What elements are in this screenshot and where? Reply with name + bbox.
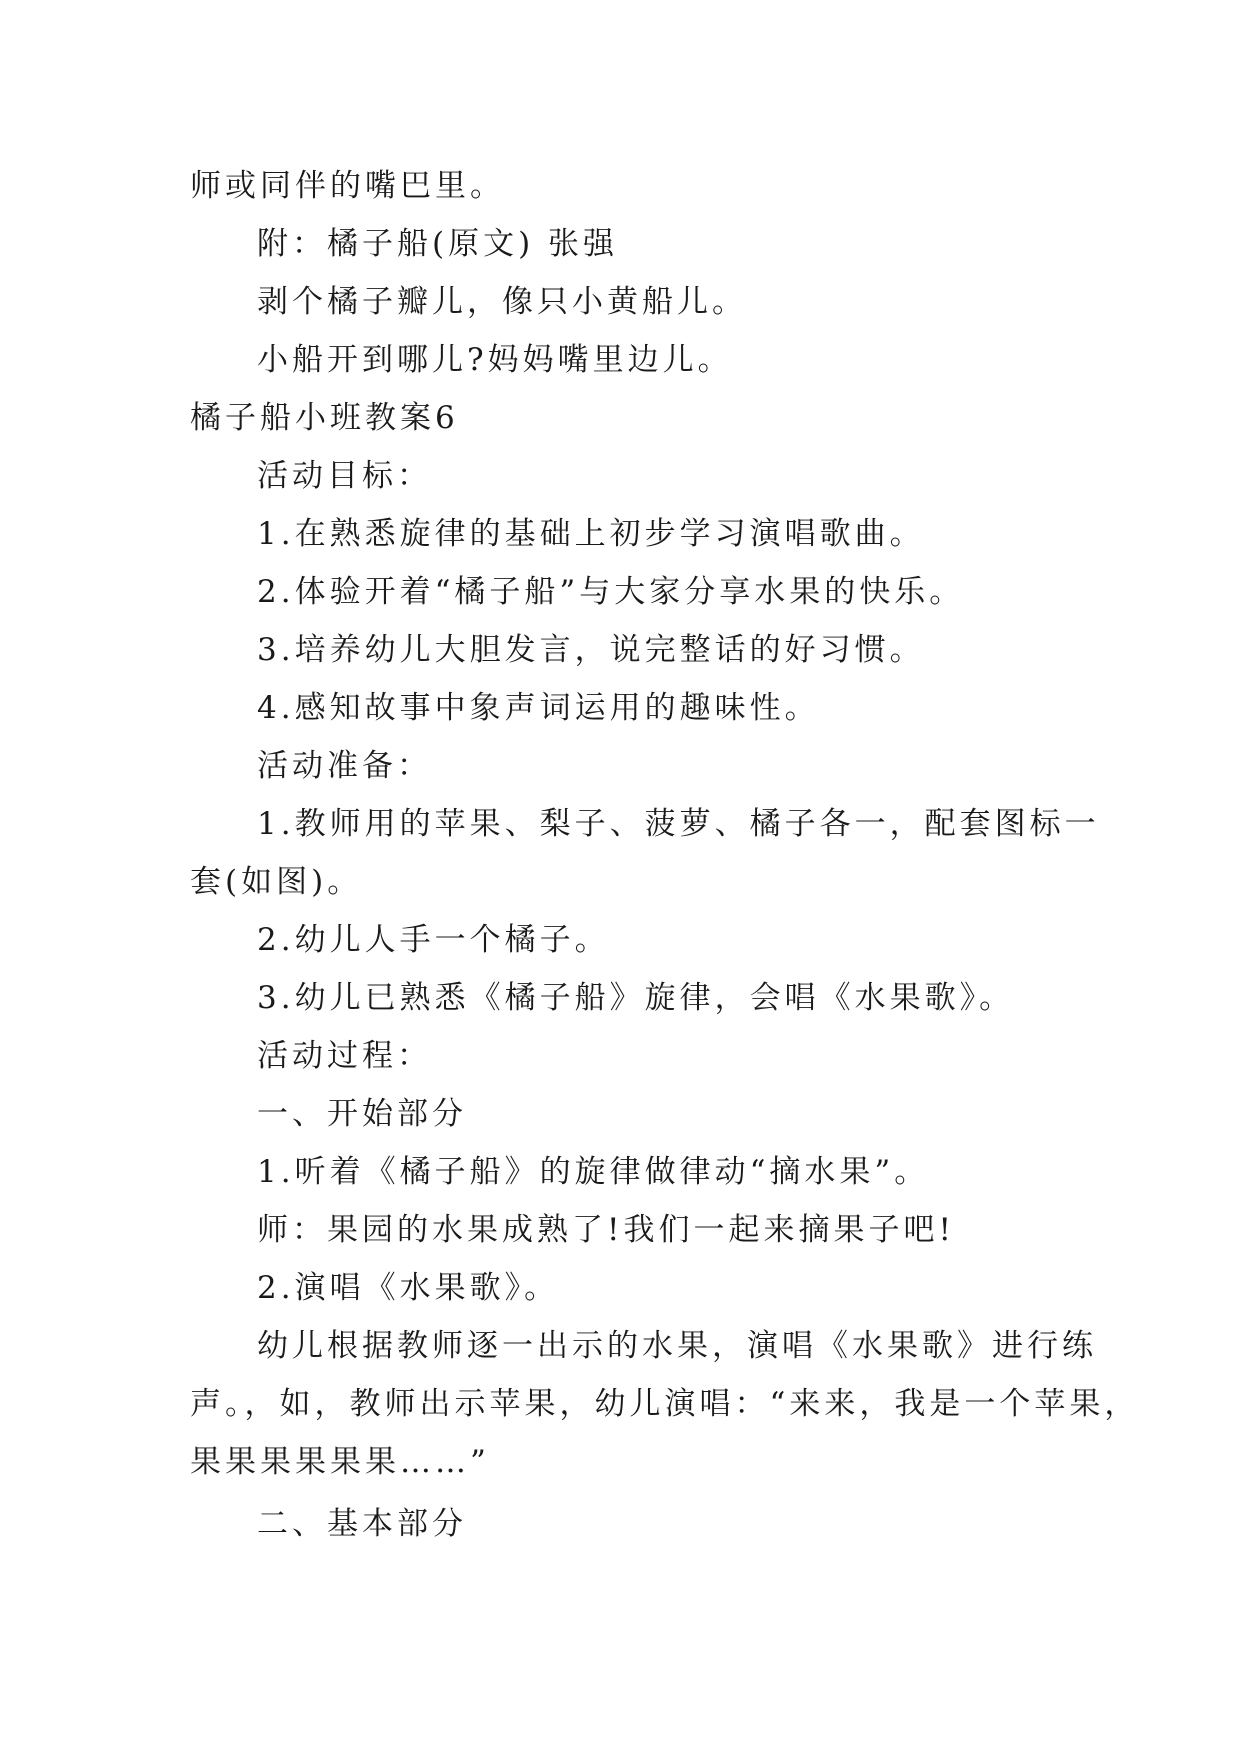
text-line: 3.幼儿已熟悉《橘子船》旋律，会唱《水果歌》。 (257, 980, 1015, 1016)
text-line: 附：橘子船(原文) 张强 (257, 226, 619, 262)
text-line: 小船开到哪儿?妈妈嘴里边儿。 (257, 342, 733, 378)
text-line: 剥个橘子瓣儿，像只小黄船儿。 (257, 284, 747, 320)
text-line: 师或同伴的嘴巴里。 (190, 168, 505, 204)
text-line: 4.感知故事中象声词运用的趣味性。 (257, 690, 820, 726)
text-line: 1.在熟悉旋律的基础上初步学习演唱歌曲。 (257, 516, 925, 552)
section-heading: 橘子船小班教案6 (190, 400, 459, 436)
text-line: 2.演唱《水果歌》。 (257, 1270, 560, 1306)
text-line: 活动过程： (257, 1038, 432, 1074)
text-line: 套(如图)。 (190, 864, 363, 900)
text-line: 二、基本部分 (257, 1506, 467, 1542)
text-line: 1.教师用的苹果、梨子、菠萝、橘子各一，配套图标一 (257, 806, 1100, 842)
text-line: 2.体验开着“橘子船”与大家分享水果的快乐。 (257, 574, 965, 610)
text-line: 1.听着《橘子船》的旋律做律动“摘水果”。 (257, 1154, 930, 1190)
text-line: 活动准备： (257, 748, 432, 784)
text-line: 果果果果果果……” (190, 1444, 490, 1480)
text-line: 活动目标： (257, 458, 432, 494)
text-line: 3.培养幼儿大胆发言，说完整话的好习惯。 (257, 632, 925, 668)
text-line: 幼儿根据教师逐一出示的水果，演唱《水果歌》进行练 (257, 1328, 1097, 1364)
text-line: 声。，如，教师出示苹果，幼儿演唱：“来来，我是一个苹果， (190, 1386, 1140, 1422)
text-line: 2.幼儿人手一个橘子。 (257, 922, 610, 958)
text-line: 一、开始部分 (257, 1096, 467, 1132)
text-line: 师：果园的水果成熟了!我们一起来摘果子吧! (257, 1212, 955, 1248)
